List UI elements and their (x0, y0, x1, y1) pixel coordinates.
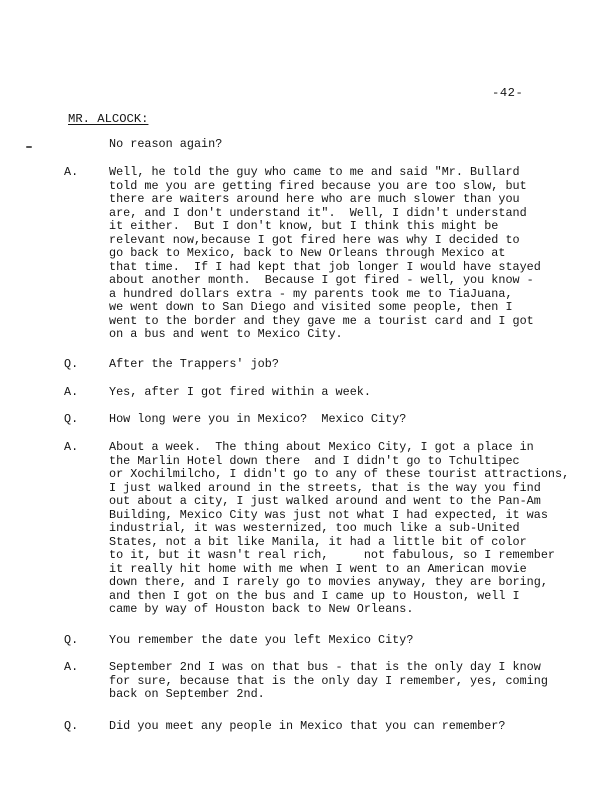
entry-text: After the Trappers' job? (109, 357, 279, 371)
entry-text: You remember the date you left Mexico City? (109, 633, 414, 647)
entry-text: No reason again? (109, 137, 223, 151)
entry-text: September 2nd I was on that bus - that is the only day I know for sure, because that is the only day I remember, yes, coming back on September 2nd. (109, 660, 548, 701)
entry-label: A. (64, 660, 79, 674)
entry-label: Q. (64, 719, 79, 733)
entry-text: Did you meet any people in Mexico that you can remember? (109, 719, 506, 733)
entry-label: A. (64, 440, 79, 454)
page-number: -42- (492, 86, 524, 100)
entry-text: About a week. The thing about Mexico City, I got a place in the Marlin Hotel down there and I didn't go to Tchultipec or Xochilmilcho, I didn't go to any of these tourist attractions, I just walked around in the streets, that is the way you find out about a city, I just walked around and went to the Pan-Am Building, Mexico City was just not what I had expected, it was industrial, it was westernized, too much like a sub-United States, not a bit like Manila, it had a little bit of color to it, but it wasn't real rich, not fabulous, so I remember it really hit home with me when I went to an American movie down there, and I rarely go to movies anyway, they are boring, and then I got on the bus and I came up to Houston, well I came by way of Houston back to New Orleans. (109, 440, 570, 616)
entry-text: Yes, after I got fired within a week. (109, 385, 371, 399)
entry-label: A. (64, 385, 79, 399)
entry-label: Q. (64, 357, 79, 371)
entry-text: How long were you in Mexico? Mexico City? (109, 412, 407, 426)
entry-label: Q. (64, 633, 79, 647)
margin-mark (26, 146, 32, 148)
entry-label: Q. (64, 412, 79, 426)
entry-text: Well, he told the guy who came to me and said "Mr. Bullard told me you are getting fired because you are too slow, but there are waiters around here who are much slower than you are, and I don't understand it". Well, I didn't understand it either. But I don't know, but I think this might be relevant now,because I got fired here was why I decided to go back to Mexico, back to New Orleans through Mexico at that time. If I had kept that job longer I would have stayed about another month. Because I got fired - well, you know - a hundred dollars extra - my parents took me to TiaJuana, we went down to San Diego and visited some people, then I went to the border and they gave me a tourist card and I got on a bus and went to Mexico City. (109, 165, 541, 341)
entry-label: A. (64, 165, 79, 179)
speaker-heading: MR. ALCOCK: (68, 112, 149, 126)
